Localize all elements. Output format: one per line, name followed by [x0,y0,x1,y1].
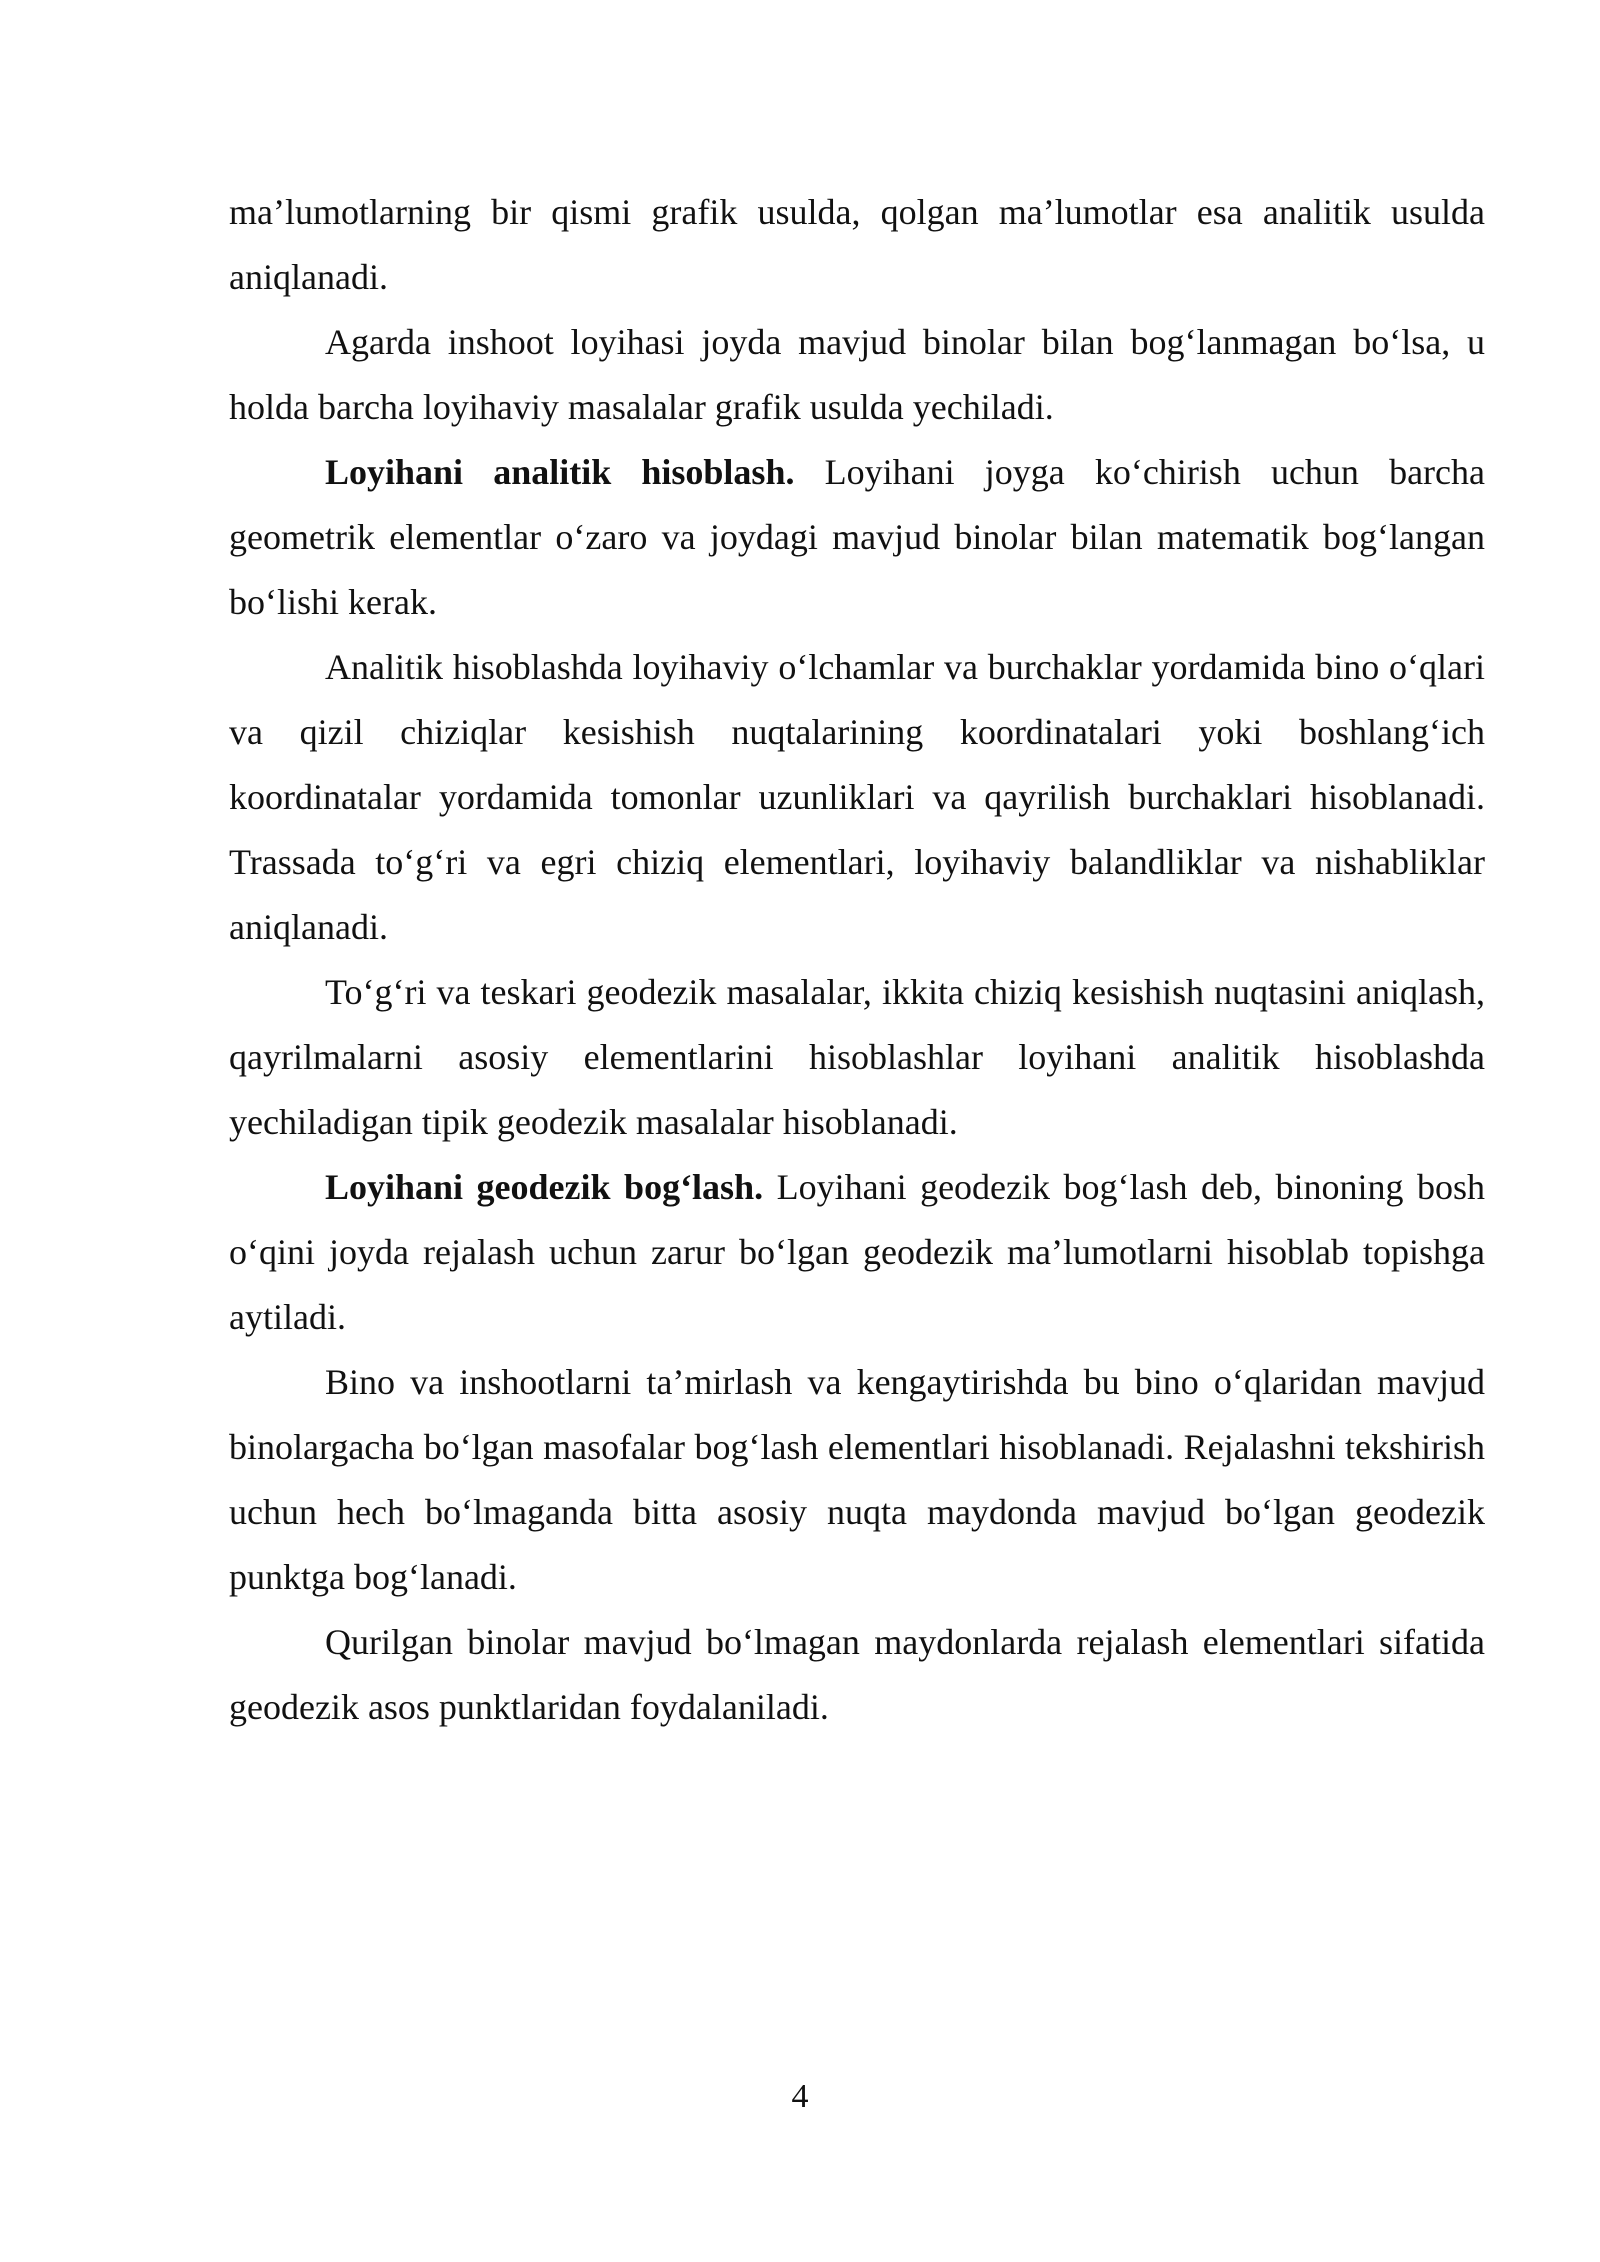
paragraph-text: Loyihani geodezik bog‘lash deb, binoning bosh o‘qini joyda rejalash uchun zarur bo‘lgan geodezik ma’lumotlarni hisoblab topishga aytiladi. [229,1167,1485,1337]
paragraph-text: Analitik hisoblashda loyihaviy o‘lchamlar va burchaklar yordamida bino o‘qlari va qizil chiziqlar kesishish nuqtalarining koordinatalari yoki boshlang‘ich koordinatalar yordamida tomonlar uzunliklari va qayrilish burchaklari hisoblanadi. Trassada to‘g‘ri va egri chiziq elementlari, loyihaviy balandliklar va nishabliklar aniqlanadi. [229,647,1485,947]
paragraph-text: Qurilgan binolar mavjud bo‘lmagan maydonlarda rejalash elementlari sifatida geodezik asos punktlaridan foydalaniladi. [229,1622,1485,1727]
paragraph-continuation [229,180,1485,310]
paragraph-text: ma’lumotlarning bir qismi grafik usulda, qolgan ma’lumotlar esa analitik usulda aniqlanadi. [229,192,1485,297]
paragraph-grafik-usul [229,310,1485,440]
paragraph-analitik-hisoblash [229,440,1485,635]
paragraph-text: To‘g‘ri va teskari geodezik masalalar, ikkita chiziq kesishish nuqtasini aniqlash, qayrilmalarni asosiy elementlarini hisoblashlar loyihani analitik hisoblashda yechiladigan tipik geodezik masalalar hisoblanadi. [229,972,1485,1142]
body-text [229,180,1485,1740]
paragraph-text: Agarda inshoot loyihasi joyda mavjud binolar bilan bog‘lanmagan bo‘lsa, u holda barcha loyihaviy masalalar grafik usulda yechiladi. [229,322,1485,427]
section-heading-analitik-hisoblash: Loyihani analitik hisoblash. [325,452,795,492]
page-number: 4 [791,2078,809,2115]
section-heading-geodezik-boglash: Loyihani geodezik bog‘lash. [325,1167,764,1207]
paragraph-analitik-koordinatalar [229,635,1485,960]
paragraph-geodezik-boglash [229,1155,1485,1350]
paragraph-tamirlash [229,1350,1485,1610]
paragraph-geodezik-masalalar [229,960,1485,1155]
paragraph-text: Bino va inshootlarni ta’mirlash va kengaytirishda bu bino o‘qlaridan mavjud binolargacha bo‘lgan masofalar bog‘lash elementlari hisoblanadi. Rejalashni tekshirish uchun hech bo‘lmaganda bitta asosiy nuqta maydonda mavjud bo‘lgan geodezik punktga bog‘lanadi. [229,1362,1485,1597]
paragraph-qurilgan-binolar [229,1610,1485,1740]
paragraph-text: Loyihani joyga ko‘chirish uchun barcha geometrik elementlar o‘zaro va joydagi mavjud binolar bilan matematik bog‘langan bo‘lishi kerak. [229,452,1485,622]
